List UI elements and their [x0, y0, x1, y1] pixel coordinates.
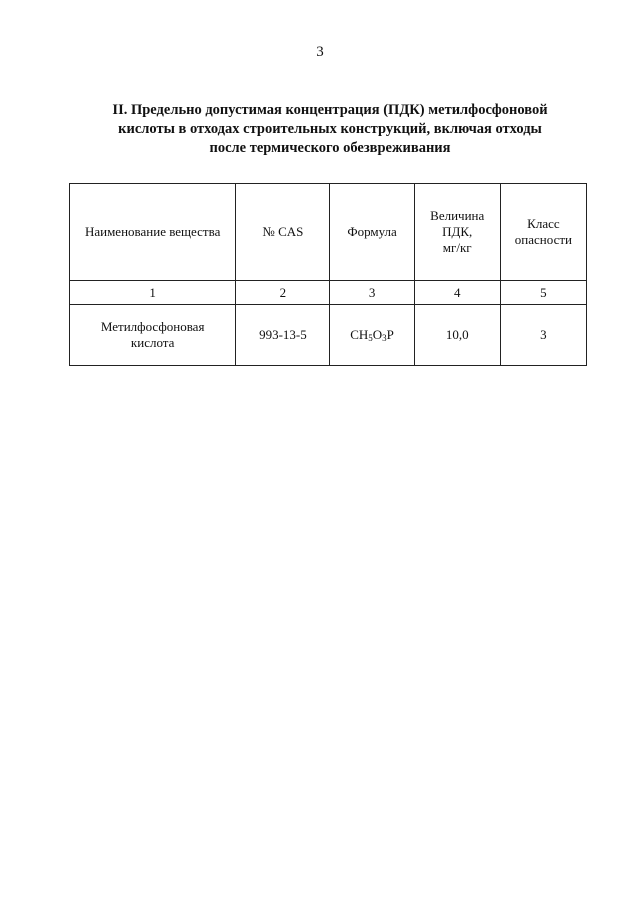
header-pdk-line-3: мг/кг [442, 240, 472, 255]
cell-pdk-value: 10,0 [414, 305, 500, 366]
document-title [80, 101, 580, 158]
column-number: 1 [70, 281, 236, 305]
header-formula: Формула [330, 184, 414, 281]
cell-substance-name [70, 305, 236, 366]
header-hazard-class [500, 184, 586, 281]
formula-subscript: 3 [382, 333, 387, 343]
title-line-2: кислоты в отходах строительных конструкций, включая отходы [118, 121, 542, 137]
cell-hazard-class: 3 [500, 305, 586, 366]
header-substance-name: Наименование вещества [70, 184, 236, 281]
header-pdk-line-1: Величина [430, 208, 485, 223]
formula-part: O [372, 327, 383, 342]
table-header-row [70, 184, 587, 281]
column-number: 5 [500, 281, 586, 305]
cell-formula [330, 305, 414, 366]
header-hazard-line-2: опасности [514, 232, 572, 247]
header-pdk-value [414, 184, 500, 281]
column-number: 2 [236, 281, 330, 305]
column-number: 4 [414, 281, 500, 305]
column-number: 3 [330, 281, 414, 305]
substance-name-line-2: кислота [130, 335, 175, 350]
table-row [70, 305, 587, 366]
title-line-3: после термического обезвреживания [209, 140, 451, 156]
pdk-table [69, 183, 587, 366]
title-line-1: II. Предельно допустимая концентрация (ПДК) метилфосфоновой [112, 102, 548, 118]
page-number: 3 [316, 44, 324, 60]
formula-part: CH [350, 327, 369, 342]
formula-subscript: 5 [368, 333, 373, 343]
substance-name-line-1: Метилфосфоновая [100, 319, 205, 334]
formula-part: P [386, 327, 394, 342]
table-column-number-row [70, 281, 587, 305]
header-hazard-line-1: Класс [527, 216, 560, 231]
header-pdk-line-2: ПДК, [442, 224, 473, 239]
header-cas-number: № CAS [236, 184, 330, 281]
cell-cas-number: 993-13-5 [236, 305, 330, 366]
